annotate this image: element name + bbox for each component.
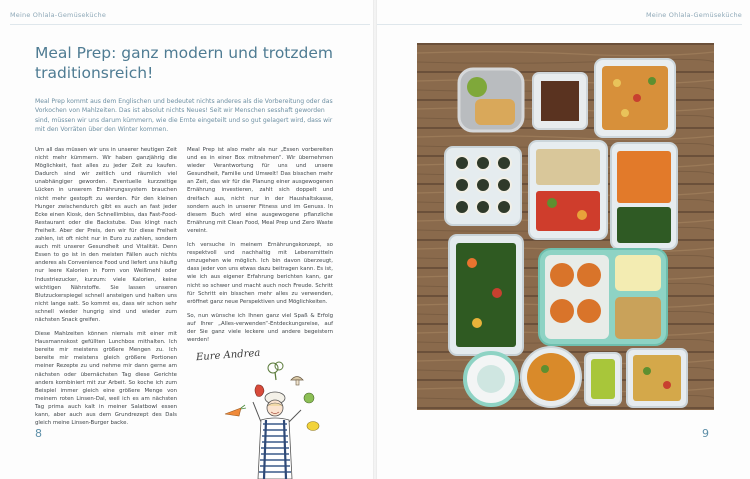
body-paragraph: Ich versuche in meinem Ernährungskonzept, so respektvoll und nachhaltig mit Lebensmitteln umzugehen wie möglich. Ich bin davon überzeugt, dass jeder von uns etwas dazu beitragen kann. Es ist, wie ich aus eigener Erfahrung berichten kann, gar nicht so schwer und macht auch noch Freude. Schritt für Schritt ein bisschen mehr alles zu verwenden, eröffnet ganz neue Perspektiven und Möglichkeiten. — [187, 242, 333, 305]
lunchbox-roasted-pumpkin — [611, 143, 677, 249]
lunchbox-curry — [521, 347, 581, 407]
lunchbox-kale-salad — [449, 235, 523, 355]
lunchbox-chickpea-salad — [595, 59, 675, 137]
lunchbox-round-steel — [459, 69, 523, 131]
broccoli-icon — [268, 362, 283, 380]
lunchbox-veggie-patties — [539, 249, 667, 345]
meal-prep-photo — [417, 43, 714, 410]
chef-figure-icon — [253, 392, 301, 479]
mushroom-icon — [291, 377, 303, 386]
author-signature: Eure Andrea — [195, 347, 261, 364]
lead-paragraph: Meal Prep kommt aus dem Englischen und bedeutet nichts anderes als die Vorbereitung oder das Vorkochen von Mahlzeiten. Das ist absolut nichts Neues! Seit wir Menschen sesshaft geworden sind, müssen wir uns darum kümmern, wie die Ernte eingeteilt und so gut gelagert wird, dass wir mit den Vorräten über den Winter kommen. — [35, 98, 333, 133]
body-paragraph: Um all das müssen wir uns in unserer heutigen Zeit nicht mehr kümmern. Wir haben ganzjährig die Möglichkeit, fast alles zu jeder Zeit zu kaufen. Dadurch sind wir zeitlich und räumlich viel unabhängiger geworden. Eventuelle kurzzeitige Lücken in unserem Ernährungssystem brauchen nicht mehr gestopft zu werden. Für den kleinen Hunger zwischendurch gibt es auch an fast jeder Ecke einen Kiosk, den Schnellimbiss, das Fast-Food-Restaurant oder die Backstube. Das klingt nach Freiheit. Aber der Preis, den wir für diese Freiheit zahlen, ist oft nicht nur in Euro zu zahlen, sondern auch mit unserer Gesundheit und Vitalität. Denn Essen to go ist in den meisten Fällen auch nichts anderes als Convenience Food und liefert uns häufig nur leere Kalorien in Form von Weißmehl oder Industriezucker, kurzum: viele Kalorien, keine wichtigen Nährstoffe. Sie lassen unseren Blutzuckerspiegel schnell ansteigen und halten uns nicht lange satt. So kommt es, dass wir schon sehr schnell wieder hungrig sind und wieder zum nächsten Snack greifen. — [35, 147, 177, 323]
lunchbox-quinoa-salad — [529, 141, 607, 239]
running-head-right: Meine Ohlala-Gemüseküche — [645, 11, 742, 19]
pepper-icon — [255, 385, 264, 397]
lunchbox-sushi — [445, 147, 521, 225]
page-number-right: 9 — [702, 427, 709, 440]
left-page — [0, 0, 373, 479]
running-head-left: Meine Ohlala-Gemüseküche — [10, 11, 107, 19]
lunchbox-green-smoothie — [585, 353, 621, 405]
juggling-chef-illustration — [217, 360, 327, 479]
gourd-icon — [304, 393, 314, 403]
body-paragraph: Diese Mahlzeiten können niemals mit einer mit Hausmannskost gefüllten Lunchbox mithalten. Ich bereite mir meistens größere Mengen zu. Ich bereite mir meistens gleich größere Portionen meiner Rezepte zu und nehme mir dann gerne am nächsten oder übernächsten Tag diese Gerichte anders kombiniert mit zur Arbeit. So koche ich zum Beispiel immer gleich eine größere Menge von meinem roten Linsen-Dal, weil ich es am nächsten Tag prima auch kalt in meiner Salatbowl essen kann, aber auch aus dem Grundrezept des Dals gleich meine Linsen-Burger backe. — [35, 331, 177, 427]
body-column-1 — [35, 146, 177, 433]
lunchbox-round-mint-jar — [465, 353, 517, 405]
header-rule-right — [377, 24, 742, 25]
page-title: Meal Prep: ganz modern und trotzdem traditionsreich! — [35, 44, 333, 82]
carrot-icon — [225, 405, 246, 416]
body-column-2 — [187, 146, 333, 350]
lunchbox-pasta-salad — [627, 349, 687, 407]
page-number-left: 8 — [35, 427, 42, 440]
right-page — [377, 0, 750, 479]
lemon-icon — [307, 422, 319, 431]
lunchbox-brownie — [533, 73, 587, 129]
body-paragraph: So, nun wünsche ich Ihnen ganz viel Spaß & Erfolg auf Ihrer „Alles-verwenden“-Entdeckungsreise, auf der Sie ganz viele leckere und andere begeistern werden! — [187, 312, 333, 344]
body-paragraph: Meal Prep ist also mehr als nur „Essen vorbereiten und es in einer Box mitnehmen“. Wir übernehmen wieder Verantwortung für uns und unsere Gesundheit, Familie und Umwelt! Das bisschen mehr an Zeit, das wir für die Planung einer ausgewogenen Ernährung investieren, zahlt sich doppelt und dreifach aus, nicht nur in der Haushaltskasse, sondern auch in unserer Fitness und im Genuss. In diesem Buch wird eine ausgewogene pflanzliche Ernährung mit Clean Food, Meal Prep und Zero Waste vereint. — [187, 147, 333, 234]
header-rule-left — [10, 24, 370, 25]
